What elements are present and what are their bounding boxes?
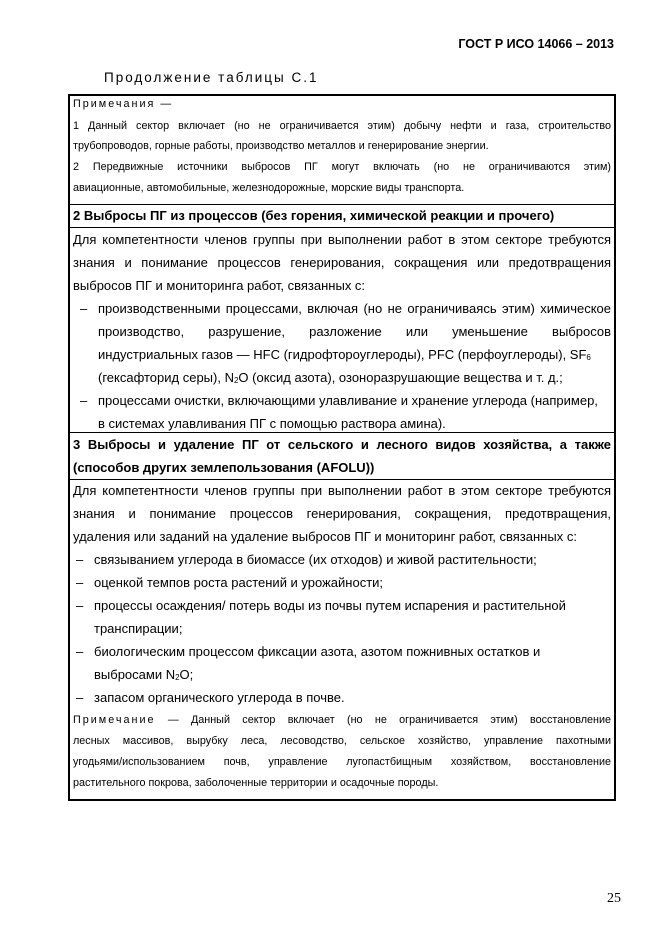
list-dash: – <box>76 690 84 705</box>
section-2-heading-row <box>70 204 614 228</box>
paragraph-line: Для компетентности членов группы при выполнении работ в этом секторе требуются <box>73 232 611 247</box>
section-3-heading-row <box>70 432 614 480</box>
list-item-line: запасом органического углерода в почве. <box>94 690 345 705</box>
notes-title: Примечания — <box>73 98 174 110</box>
paragraph-line: знания и понимание процессов генерирования, сокращения, предотвращения, <box>73 506 611 521</box>
list-dash: – <box>80 301 88 316</box>
paragraph-line: Для компетентности членов группы при выполнении работ в этом секторе требуются <box>73 483 611 498</box>
list-item-line: (гексафторид серы), N2O (оксид азота), озоноразрушающие вещества и т. д.; <box>98 370 563 385</box>
list-dash: – <box>76 598 84 613</box>
note-line: угодьями/использованием почв, управление лугопастбищным хозяйством, восстановление <box>73 756 611 768</box>
list-item-line: биологическим процессом фиксации азота, азотом пожнивных остатков и <box>94 644 541 659</box>
section-heading: 3 Выбросы и удаление ПГ от сельского и лесного видов хозяйства, а также <box>73 437 611 452</box>
list-item-line: индустриальных газов — HFC (гидрофтороуглероды), PFC (перфоуглероды), SF6 <box>98 347 591 362</box>
note-line: 1 Данный сектор включает (но не ограничивается этим) добычу нефти и газа, строительство <box>73 120 611 132</box>
paragraph-line: выбросов ПГ и мониторинга работ, связанных с: <box>73 278 366 293</box>
list-item-line: выбросами N2O; <box>94 667 194 682</box>
list-item-line: оценкой темпов роста растений и урожайности; <box>94 575 384 590</box>
list-dash: – <box>80 393 88 408</box>
page-number: 25 <box>607 891 621 906</box>
note-line: 2 Передвижные источники выбросов ПГ могут включать (но не ограничиваются этим) <box>73 161 611 173</box>
notes-row <box>70 96 614 204</box>
table-continuation-title: Продолжение таблицы С.1 <box>104 70 319 85</box>
note-line: растительного покрова, заболоченные территории и осадочные породы. <box>73 777 439 789</box>
note-line: лесных массивов, вырубку леса, лесоводство, сельское хозяйство, управление пахотными <box>73 735 611 747</box>
list-item-line: процессами очистки, включающими улавливание и хранение углерода (например, <box>98 393 598 408</box>
paragraph-line: знания и понимание процессов генерирования, сокращения или предотвращения <box>73 255 611 270</box>
list-item-line: производственными процессами, включая (но не ограничиваясь этим) химическое <box>98 301 611 316</box>
list-item-line: процессы осаждения/ потерь воды из почвы путем испарения и растительной <box>94 598 566 613</box>
list-dash: – <box>76 552 84 567</box>
note-line: трубопроводов, горные работы, производство металлов и генерирование энергии. <box>73 140 489 152</box>
list-dash: – <box>76 575 84 590</box>
section-3-body-row <box>70 479 614 800</box>
list-item-line: транспирации; <box>94 621 183 636</box>
section-heading: 2 Выбросы ПГ из процессов (без горения, химической реакции и прочего) <box>73 208 555 223</box>
section-2-body-row <box>70 227 614 433</box>
list-dash: – <box>76 644 84 659</box>
list-item-line: связыванием углерода в биомассе (их отходов) и живой растительности; <box>94 552 537 567</box>
list-item-line: производство, разрушение, разложение или уменьшение выбросов <box>98 324 611 339</box>
list-item-line: в системах улавливания ПГ с помощью раствора амина). <box>98 416 446 431</box>
document-id: ГОСТ Р ИСО 14066 – 2013 <box>458 37 614 51</box>
section-heading: (способов других землепользования (AFOLU)) <box>73 460 375 475</box>
paragraph-line: удаления или заданий на удаление выбросов ПГ и мониторинг работ, связанных с: <box>73 529 577 544</box>
standards-table <box>68 94 616 801</box>
note-label: Примечание <box>73 714 156 726</box>
note-line: Примечание — Данный сектор включает (но не ограничивается этим) восстановление <box>73 714 611 726</box>
note-line: авиационные, автомобильные, железнодорожные, морские виды транспорта. <box>73 182 465 194</box>
